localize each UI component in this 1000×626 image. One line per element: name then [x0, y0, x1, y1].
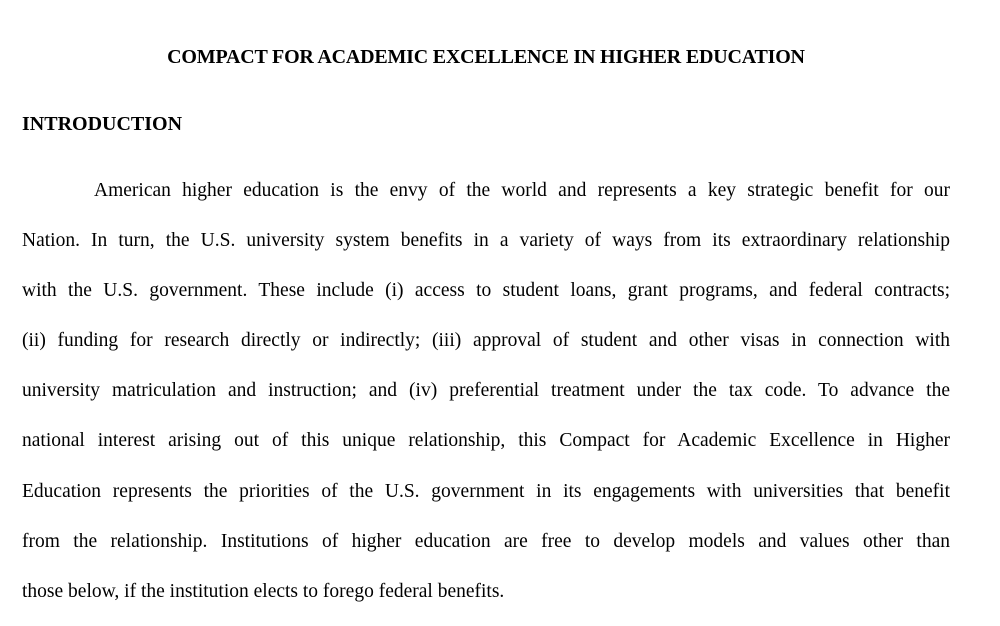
paragraph-line: from the relationship. Institutions of higher education are free to develop models and values other than — [22, 531, 950, 552]
document-title: COMPACT FOR ACADEMIC EXCELLENCE IN HIGHER EDUCATION — [167, 46, 805, 68]
paragraph-line: American higher education is the envy of the world and represents a key strategic benefit for our — [94, 180, 950, 201]
paragraph-line: national interest arising out of this unique relationship, this Compact for Academic Excellence in Higher — [22, 430, 950, 451]
section-heading-introduction: INTRODUCTION — [22, 113, 183, 135]
paragraph-line: Education represents the priorities of the U.S. government in its engagements with universities that benefit — [22, 481, 950, 502]
paragraph-line: university matriculation and instruction; and (iv) preferential treatment under the tax code. To advance the — [22, 380, 950, 401]
paragraph-line: (ii) funding for research directly or indirectly; (iii) approval of student and other visas in connection with — [22, 330, 950, 351]
paragraph-line: with the U.S. government. These include (i) access to student loans, grant programs, and federal contracts; — [22, 280, 950, 301]
paragraph-line: Nation. In turn, the U.S. university system benefits in a variety of ways from its extraordinary relationship — [22, 230, 950, 251]
paragraph-line: those below, if the institution elects to forego federal benefits. — [22, 581, 505, 602]
